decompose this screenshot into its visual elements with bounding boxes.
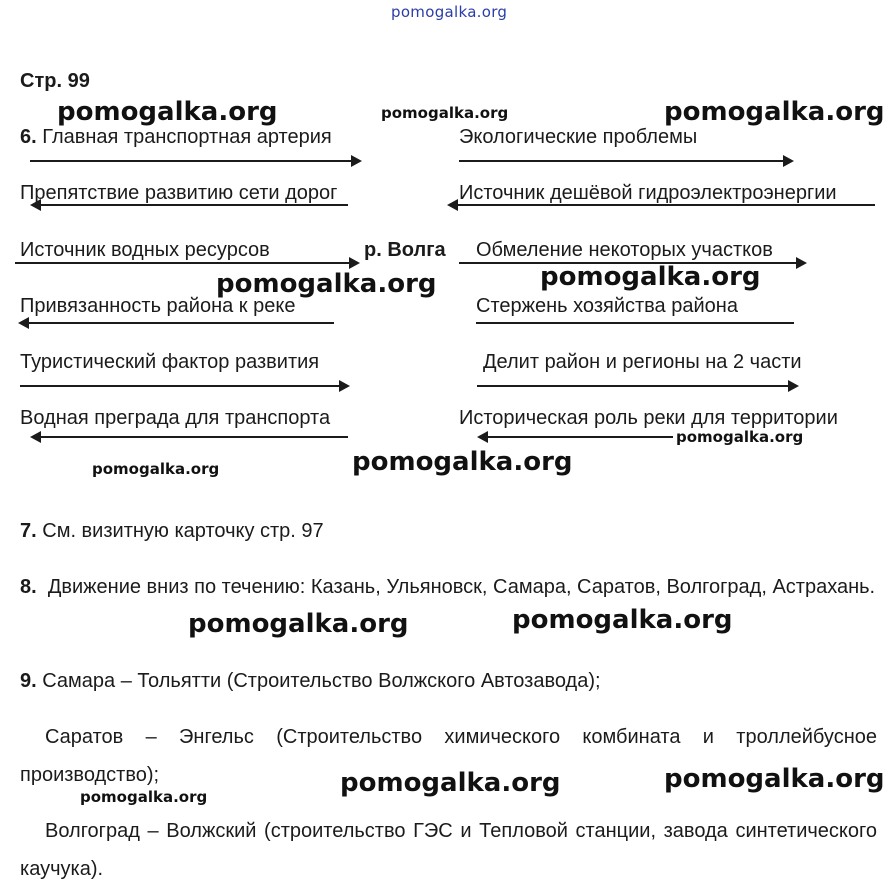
- q9-line3: Волгоград – Волжский (строительство ГЭС и Тепловой станции, завода синтетического каучука).: [20, 820, 877, 880]
- arrow-left: [477, 431, 673, 443]
- q6-item-right-3: Обмеление некоторых участков: [476, 239, 773, 261]
- q6-item-right-4: Стержень хозяйства района: [476, 295, 738, 317]
- arrow-left: [30, 199, 348, 211]
- page-label: Стр. 99: [20, 70, 90, 92]
- watermark: pomogalka.org: [216, 269, 437, 299]
- q6-item-left-3: Источник водных ресурсов: [20, 239, 270, 261]
- q6-item-right-1: Экологические проблемы: [459, 126, 698, 148]
- q9-line2: Саратов – Энгельс (Строительство химического комбината и троллейбусное производство);: [20, 726, 877, 786]
- q6-item-right-2: Источник дешёвой гидроэлектроэнергии: [459, 182, 837, 204]
- arrow-left: [447, 199, 875, 211]
- q7-number: 7.: [20, 520, 37, 542]
- q8-text: Движение вниз по течению: Казань, Ульяновск, Самара, Саратов, Волгоград, Астрахань.: [47, 576, 876, 598]
- q7: [20, 519, 324, 543]
- watermark: pomogalka.org: [80, 788, 208, 806]
- q9-number: 9.: [20, 670, 37, 692]
- watermark: pomogalka.org: [188, 609, 409, 639]
- watermark: pomogalka.org: [352, 447, 573, 477]
- arrow-right: [30, 155, 362, 167]
- arrow-left: [30, 431, 348, 443]
- watermark: pomogalka.org: [664, 97, 885, 127]
- q6-item-left-1: [20, 125, 332, 149]
- q8: [20, 568, 877, 606]
- q6-item-left-4: Привязанность района к реке: [20, 295, 296, 317]
- q9-line1: Самара – Тольятти (Строительство Волжского Автозавода);: [42, 670, 601, 692]
- arrow-right: [477, 380, 799, 392]
- arrow-left: [18, 317, 334, 329]
- q6-item-right-5: Делит район и регионы на 2 части: [483, 351, 802, 373]
- watermark: pomogalka.org: [512, 605, 733, 635]
- watermark: pomogalka.org: [340, 768, 561, 798]
- watermark: pomogalka.org: [540, 262, 761, 292]
- arrow-right: [15, 257, 360, 269]
- watermark-top: pomogalka.org: [391, 3, 508, 21]
- q6-item-right-6: Историческая роль реки для территории: [459, 407, 838, 429]
- arrow-left: [476, 317, 794, 329]
- arrow-right: [20, 380, 350, 392]
- arrow-right: [459, 155, 794, 167]
- q8-number: 8.: [20, 576, 37, 598]
- q6-center-label: р. Волга: [364, 239, 446, 261]
- watermark: pomogalka.org: [676, 428, 804, 446]
- watermark: pomogalka.org: [381, 104, 509, 122]
- q6-item-left-2: Препятствие развитию сети дорог: [20, 182, 338, 204]
- q6-number: 6.: [20, 126, 37, 148]
- q9: [20, 669, 601, 693]
- watermark: pomogalka.org: [92, 460, 220, 478]
- q6-item-left-6: Водная преграда для транспорта: [20, 407, 331, 429]
- watermark: pomogalka.org: [57, 97, 278, 127]
- q6-left-label: Главная транспортная артерия: [42, 126, 332, 148]
- q7-text: См. визитную карточку стр. 97: [42, 520, 324, 542]
- watermark: pomogalka.org: [664, 764, 885, 794]
- q6-item-left-5: Туристический фактор развития: [20, 351, 320, 373]
